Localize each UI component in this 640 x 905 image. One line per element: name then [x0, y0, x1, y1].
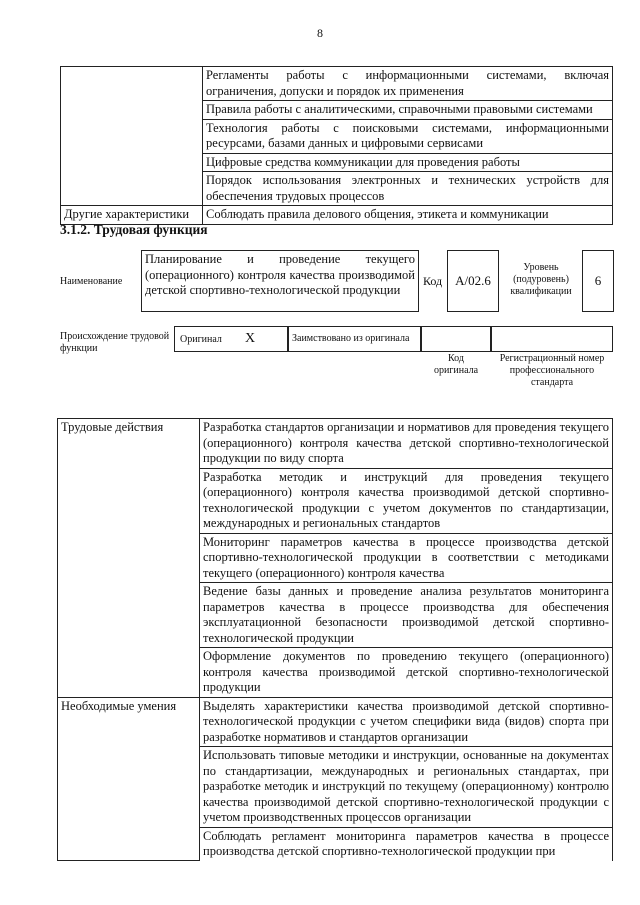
knowledge-table	[60, 66, 613, 225]
table-row	[61, 67, 613, 101]
original-code-box	[421, 326, 491, 352]
level-box	[582, 250, 614, 312]
function-name: Планирование и проведение текущего (операционного) контроля качества производимой детской спортивно-технологической продукции	[145, 252, 415, 297]
table-cell: Правила работы с аналитическими, справочными правовыми системами	[203, 101, 613, 120]
table-cell: Порядок использования электронных и технических устройств для обеспечения трудовых процессов	[203, 172, 613, 206]
origin-label: Происхождение трудовой функции	[60, 331, 170, 354]
function-name-box	[141, 250, 419, 312]
borrowed-label: Заимствовано из оригинала	[292, 333, 410, 344]
table-cell: Цифровые средства коммуникации для проведения работы	[203, 153, 613, 172]
original-label: Оригинал	[180, 334, 222, 345]
group-label-required-skills: Необходимые умения	[58, 697, 200, 861]
registration-number-caption: Регистрационный номер профессионального стандарта	[499, 353, 605, 388]
page-number: 8	[317, 26, 323, 40]
table-cell: Соблюдать регламент мониторинга параметров качества в процессе производства детской спортивно-технологической продукции при	[200, 827, 613, 861]
table-cell-empty	[61, 67, 203, 206]
section-title: 3.1.2. Трудовая функция	[60, 222, 208, 237]
table-row	[58, 419, 613, 469]
original-mark: Х	[245, 331, 256, 346]
table-row	[58, 697, 613, 747]
original-code-caption: Код оригинала	[433, 353, 479, 376]
table-cell: Разработка стандартов организации и нормативов для проведения текущего (операционного) контроля качества детской спортивно-технологической продукции по виду спорта	[200, 419, 613, 469]
code-box	[447, 250, 499, 312]
table-cell: Соблюдать правила делового общения, этикета и коммуникации	[203, 206, 613, 225]
table-cell: Разработка методик и инструкций для проведения текущего (операционного) контроля качества производимой детской спортивно-технологической продукции с учетом документов по стандартизации, международных и региональных стандартов	[200, 468, 613, 533]
level-label: Уровень (подуровень) квалификации	[510, 262, 572, 297]
table-cell: Технология работы с поисковыми системами, информационными ресурсами, базами данных и цифровыми сервисами	[203, 119, 613, 153]
table-cell: Мониторинг параметров качества в процессе производства детской спортивно-технологической продукции в соответствии с методиками текущего (операционного) контроля качества	[200, 533, 613, 583]
labor-function-table	[57, 418, 613, 861]
table-row-label: Другие характеристики	[61, 206, 203, 225]
registration-number-box	[491, 326, 613, 352]
table-cell: Регламенты работы с информационными системами, включая ограничения, допуски и порядок их применения	[203, 67, 613, 101]
code-label: Код	[423, 274, 443, 288]
code-value: А/02.6	[455, 273, 491, 288]
borrowed-box	[288, 326, 421, 352]
original-box	[174, 326, 288, 352]
name-label: Наименование	[60, 276, 123, 287]
group-label-labor-actions: Трудовые действия	[58, 419, 200, 698]
table-cell: Выделять характеристики качества производимой детской спортивно-технологической продукции с учетом специфики вида (видов) спорта при разработке нормативов и стандартов организации	[200, 697, 613, 747]
level-value: 6	[594, 273, 602, 288]
table-cell: Использовать типовые методики и инструкции, основанные на документах по стандартизации, международных и региональных стандартах, при разработке методик и инструкций по текущему (операционному) контролю качества производимой детской спортивно-технологической продукции с учетом производственных процессов организации	[200, 747, 613, 828]
table-cell: Оформление документов по проведению текущего (операционного) контроля качества производимой детской спортивно-технологической продукции	[200, 648, 613, 698]
table-cell: Ведение базы данных и проведение анализа результатов мониторинга параметров качества в процессе производства для обеспечения эксплуатационной безопасности производимой детской спортивно-технологической продукции	[200, 583, 613, 648]
